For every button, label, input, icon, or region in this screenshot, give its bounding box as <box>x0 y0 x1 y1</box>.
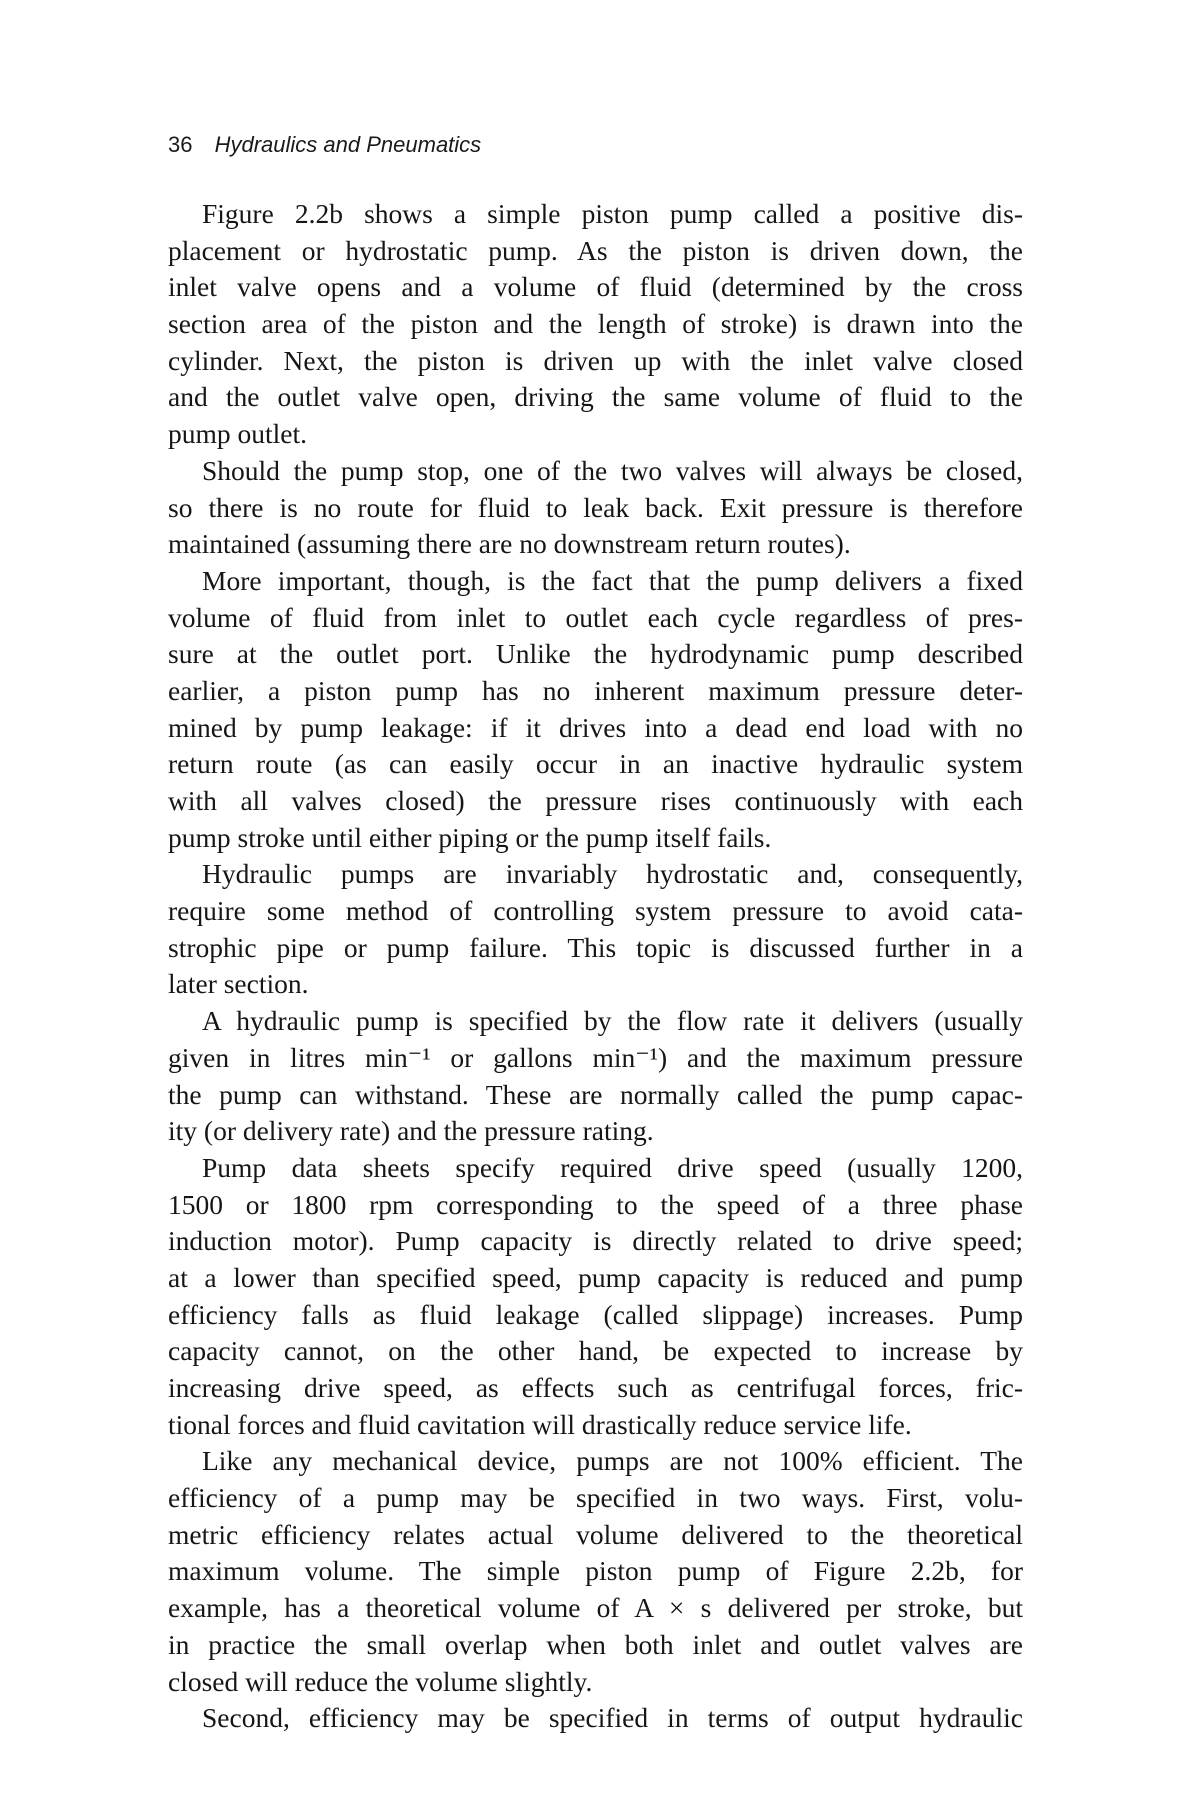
text-line: given in litres min⁻¹ or gallons min⁻¹) and the maximum pressure <box>168 1041 1023 1073</box>
text-line: ity (or delivery rate) and the pressure rating. <box>168 1115 654 1147</box>
text-line: at a lower than specified speed, pump capacity is reduced and pump <box>168 1261 1023 1293</box>
paragraph <box>168 1443 1023 1700</box>
text-line: maintained (assuming there are no downstream return routes). <box>168 528 851 560</box>
text-line: return route (as can easily occur in an inactive hydraulic system <box>168 748 1023 780</box>
body-text <box>168 196 1023 1737</box>
paragraph <box>168 1700 1023 1737</box>
text-line: closed will reduce the volume slightly. <box>168 1665 593 1697</box>
text-line: cylinder. Next, the piston is driven up with the inlet valve closed <box>168 344 1023 376</box>
text-line: Figure 2.2b shows a simple piston pump called a positive dis- <box>202 198 1023 229</box>
text-line: efficiency of a pump may be specified in two ways. First, volu- <box>168 1482 1023 1514</box>
text-line: More important, though, is the fact that the pump delivers a fixed <box>202 564 1023 596</box>
paragraph <box>168 563 1023 857</box>
running-header <box>168 132 481 158</box>
text-line: earlier, a piston pump has no inherent maximum pressure deter- <box>168 674 1023 706</box>
text-line: capacity cannot, on the other hand, be expected to increase by <box>168 1335 1023 1367</box>
text-line: strophic pipe or pump failure. This topic is discussed further in a <box>168 931 1023 963</box>
text-line: inlet valve opens and a volume of fluid (determined by the cross <box>168 271 1023 303</box>
text-line: Should the pump stop, one of the two valves will always be closed, <box>202 454 1023 486</box>
text-line: so there is no route for fluid to leak back. Exit pressure is therefore <box>168 491 1023 523</box>
text-line: tional forces and fluid cavitation will drastically reduce service life. <box>168 1408 912 1440</box>
text-line: and the outlet valve open, driving the same volume of fluid to the <box>168 381 1023 413</box>
text-line: increasing drive speed, as effects such as centrifugal forces, fric- <box>168 1372 1023 1403</box>
text-line: placement or hydrostatic pump. As the piston is driven down, the <box>168 234 1023 266</box>
text-line: volume of fluid from inlet to outlet each cycle regardless of pres- <box>168 601 1023 633</box>
running-title: Hydraulics and Pneumatics <box>214 132 482 157</box>
paragraph <box>168 196 1023 453</box>
text-line: pump outlet. <box>168 418 308 450</box>
text-line: in practice the small overlap when both inlet and outlet valves are <box>168 1628 1023 1660</box>
text-line: sure at the outlet port. Unlike the hydrodynamic pump described <box>168 638 1023 670</box>
text-line: 1500 or 1800 rpm corresponding to the speed of a three phase <box>168 1188 1023 1220</box>
page-number: 36 <box>168 132 193 157</box>
text-line: maximum volume. The simple piston pump of Figure 2.2b, for <box>168 1555 1023 1587</box>
text-line: induction motor). Pump capacity is directly related to drive speed; <box>168 1225 1023 1257</box>
paragraph <box>168 453 1023 563</box>
paragraph <box>168 1003 1023 1150</box>
paragraph <box>168 1150 1023 1444</box>
text-line: pump stroke until either piping or the pump itself fails. <box>168 821 772 853</box>
text-line: section area of the piston and the length of stroke) is drawn into the <box>168 308 1023 340</box>
text-line: A hydraulic pump is specified by the flow rate it delivers (usually <box>202 1005 1023 1037</box>
text-line: efficiency falls as fluid leakage (called slippage) increases. Pump <box>168 1298 1023 1330</box>
text-line: require some method of controlling system pressure to avoid cata- <box>168 895 1023 927</box>
text-line: the pump can withstand. These are normally called the pump capac- <box>168 1078 1023 1110</box>
text-line: with all valves closed) the pressure rises continuously with each <box>168 785 1023 816</box>
text-line: later section. <box>168 968 309 1000</box>
text-line: Second, efficiency may be specified in terms of output hydraulic <box>202 1702 1023 1734</box>
text-line: example, has a theoretical volume of A × s delivered per stroke, but <box>168 1592 1023 1624</box>
text-line: Hydraulic pumps are invariably hydrostatic and, consequently, <box>202 858 1023 890</box>
text-line: mined by pump leakage: if it drives into a dead end load with no <box>168 711 1023 743</box>
text-line: Pump data sheets specify required drive speed (usually 1200, <box>202 1151 1023 1183</box>
text-line: Like any mechanical device, pumps are not 100% efficient. The <box>202 1445 1023 1477</box>
text-line: metric efficiency relates actual volume delivered to the theoretical <box>168 1518 1023 1550</box>
paragraph <box>168 856 1023 1003</box>
